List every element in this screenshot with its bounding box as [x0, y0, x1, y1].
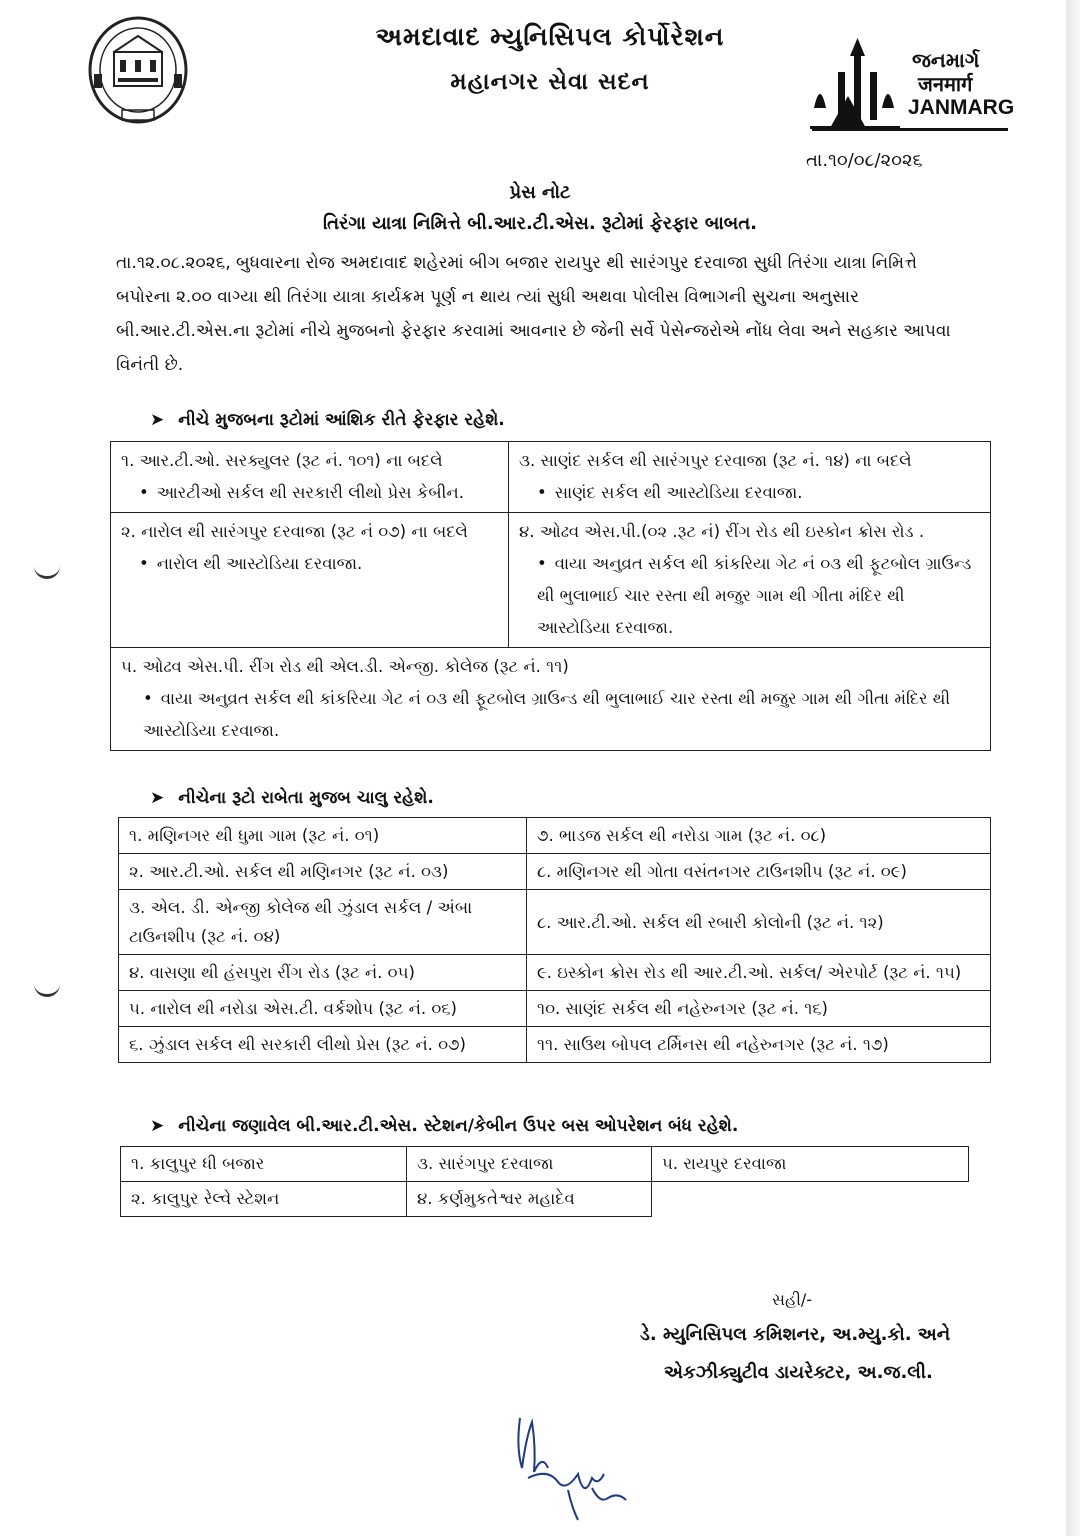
header-rule — [812, 128, 1008, 131]
handwritten-signature — [508, 1408, 638, 1532]
table-cell: ૬. ઝુંડાલ સર્કલ થી સરકારી લીથો પ્રેસ (રૂટ નં. ૦૭) — [119, 1027, 527, 1063]
table-cell: ૧૧. સાઉથ બોપલ ટર્મિનસ થી નહેરુનગર (રૂટ નં. ૧૭) — [527, 1027, 991, 1063]
table-row — [119, 818, 991, 854]
table-cell: ૧૦. સાણંદ સર્કલ થી નહેરુનગર (રૂટ નં. ૧૬) — [527, 991, 991, 1027]
modified-routes-table — [110, 441, 991, 751]
table-cell: ૧. આર.ટી.ઓ. સરક્યુલર (રૂટ નં. ૧૦૧) ના બદલે • આરટીઓ સર્કલ થી સરકારી લીથો પ્રેસ કેબીન. — [111, 442, 509, 513]
table-cell: ૩. એલ. ડી. એન્જી કોલેજ થી ઝુંડાલ સર્કલ / અંબા ટાઉનશીપ (રૂટ નં. ૦૪) — [119, 890, 527, 955]
table-row — [119, 890, 991, 955]
brand-english: JANMARG — [908, 96, 1015, 119]
table-cell: ૫. ઓઢવ એસ.પી. રીંગ રોડ થી એલ.ડી. એન્જી. કોલેજ (રૂટ નં. ૧૧) • વાયા અનુવ્રત સર્કલ થી કાંકરિયા ગેટ નં ૦૩ થી ફૂટબોલ ગ્રાઉન્ડ થી ભુલાભાઈ ચાર રસ્તા થી મજુર ગામ થી ગીતા મંદિર થી આસ્ટોડિયા દરવાજા. — [111, 648, 991, 751]
brand-hindi: जनमार्ग — [918, 72, 973, 96]
brand-gujarati: જનમાર્ગ — [912, 48, 980, 72]
table-cell: ૩. સાણંદ સર્કલ થી સારંગપુર દરવાજા (રૂટ નં. ૧૪) ના બદલે • સાણંદ સર્કલ થી આસ્ટોડિયા દરવાજા. — [509, 442, 991, 513]
section2-heading: ➤ નીચેના રૂટો રાબેતા મુજબ ચાલુ રહેશે. — [150, 788, 434, 808]
document-date: તા.૧૦/૦૮/૨૦૨૬ — [806, 150, 923, 171]
press-note-heading: પ્રેસ નોટ — [509, 182, 571, 203]
section3-heading: ➤ નીચેના જણાવેલ બી.આર.ટી.એસ. સ્ટેશન/કેબીન ઉપર બસ ઓપરેશન બંધ રહેશે. — [150, 1116, 739, 1136]
signatory-line-2: એકઝીક્યુટીવ ડાયરેક્ટર, અ.જ.લી. — [664, 1362, 933, 1383]
normal-routes-table — [118, 817, 991, 1063]
arrow-icon: ➤ — [150, 788, 165, 808]
empty-cell — [652, 1182, 969, 1217]
table-row — [111, 442, 991, 513]
table-cell: ૮. આર.ટી.ઓ. સર્કલ થી રબારી કોલોની (રૂટ નં. ૧૨) — [527, 890, 991, 955]
table-cell: ૫. રાયપુર દરવાજા — [652, 1147, 969, 1182]
table-cell: ૯. ઇસ્કોન ક્રોસ રોડ થી આર.ટી.ઓ. સર્કલ/ એરપોર્ટ (રૂટ નં. ૧૫) — [527, 955, 991, 991]
table-row — [119, 991, 991, 1027]
closed-stations-table — [120, 1146, 969, 1217]
org-name: અમદાવાદ મ્યુનિસિપલ કોર્પોરેશન — [375, 22, 725, 51]
table-cell: ૭. ભાડજ સર્કલ થી નરોડા ગામ (રૂટ નં. ૦૮) — [527, 818, 991, 854]
table-row — [119, 1027, 991, 1063]
signatory-line-1: ડે. મ્યુનિસિપલ કમિશનર, અ.મ્યુ.કો. અને — [640, 1324, 951, 1345]
table-row — [121, 1182, 969, 1217]
table-cell: ૪. વાસણા થી હંસપુરા રીંગ રોડ (રૂટ નં. ૦૫) — [119, 955, 527, 991]
table-cell: ૪. ઓઢવ એસ.પી.(૦૨ .રૂટ નં) રીંગ રોડ થી ઇસ્કોન ક્રોસ રોડ . • વાયા અનુવ્રત સર્કલ થી કાંકરિયા ગેટ નં ૦૩ થી ફૂટબોલ ગ્રાઉન્ડ થી ભુલાભાઈ ચાર રસ્તા થી મજુર ગામ થી ગીતા મંદિર થી આસ્ટોડિયા દરવાજા. — [509, 513, 991, 648]
punch-hole — [34, 562, 60, 579]
table-row — [121, 1147, 969, 1182]
table-cell: ૪. કર્ણમુકતેશ્વર મહાદેવ — [407, 1182, 652, 1217]
table-cell: ૧. મણિનગર થી ધુમા ગામ (રૂટ નં. ૦૧) — [119, 818, 527, 854]
table-cell: ૩. સારંગપુર દરવાજા — [407, 1147, 652, 1182]
subject-line: તિરંગા યાત્રા નિમિત્તે બી.આર.ટી.એસ. રૂટોમાં ફેરફાર બાબત. — [323, 213, 757, 234]
section1-heading: ➤ નીચે મુજબના રૂટોમાં આંશિક રીતે ફેરફાર રહેશે. — [150, 410, 505, 430]
table-cell: ૮. મણિનગર થી ગોતા વસંતનગર ટાઉનશીપ (રૂટ નં. ૦૯) — [527, 854, 991, 890]
table-cell: ૨. કાલુપુર રેલ્વે સ્ટેશન — [121, 1182, 407, 1217]
punch-hole — [34, 980, 60, 997]
table-cell: ૧. કાલુપુર ધી બજાર — [121, 1147, 407, 1182]
table-row — [111, 513, 991, 648]
intro-paragraph: તા.૧૨.૦૮.૨૦૨૬, બુધવારના રોજ અમદાવાદ શહેરમાં બીગ બજાર રાયપુર થી સારંગપુર દરવાજા સુધી તિરંગા યાત્રા નિમિત્તે બપોરના ૨.૦૦ વાગ્યા થી તિરંગા યાત્રા કાર્યક્રમ પૂર્ણ ન થાય ત્યાં સુધી અથવા પોલીસ વિભાગની સુચના અનુસાર બી.આર.ટી.એસ.ના રૂટોમાં નીચે મુજબનો ફેરફાર કરવામાં આવનાર છે જેની સર્વે પેસેન્જરોએ નોંધ લેવા અને સહકાર આપવા વિનંતી છે. — [116, 253, 951, 375]
table-row — [111, 648, 991, 751]
amc-emblem-logo — [86, 14, 190, 132]
signature-mark: સહી/- — [772, 1290, 813, 1309]
table-row — [119, 854, 991, 890]
arrow-icon: ➤ — [150, 410, 165, 430]
table-row — [119, 955, 991, 991]
table-cell: ૫. નારોલ થી નરોડા એસ.ટી. વર્કશોપ (રૂટ નં. ૦૬) — [119, 991, 527, 1027]
table-cell: ૨. આર.ટી.ઓ. સર્કલ થી મણિનગર (રૂટ નં. ૦૩) — [119, 854, 527, 890]
arrow-icon: ➤ — [150, 1116, 165, 1136]
table-cell: ૨. નારોલ થી સારંગપુર દરવાજા (રૂટ નં ૦૭) ના બદલે • નારોલ થી આસ્ટોડિયા દરવાજા. — [111, 513, 509, 648]
org-subtitle: મહાનગર સેવા સદન — [450, 68, 650, 95]
